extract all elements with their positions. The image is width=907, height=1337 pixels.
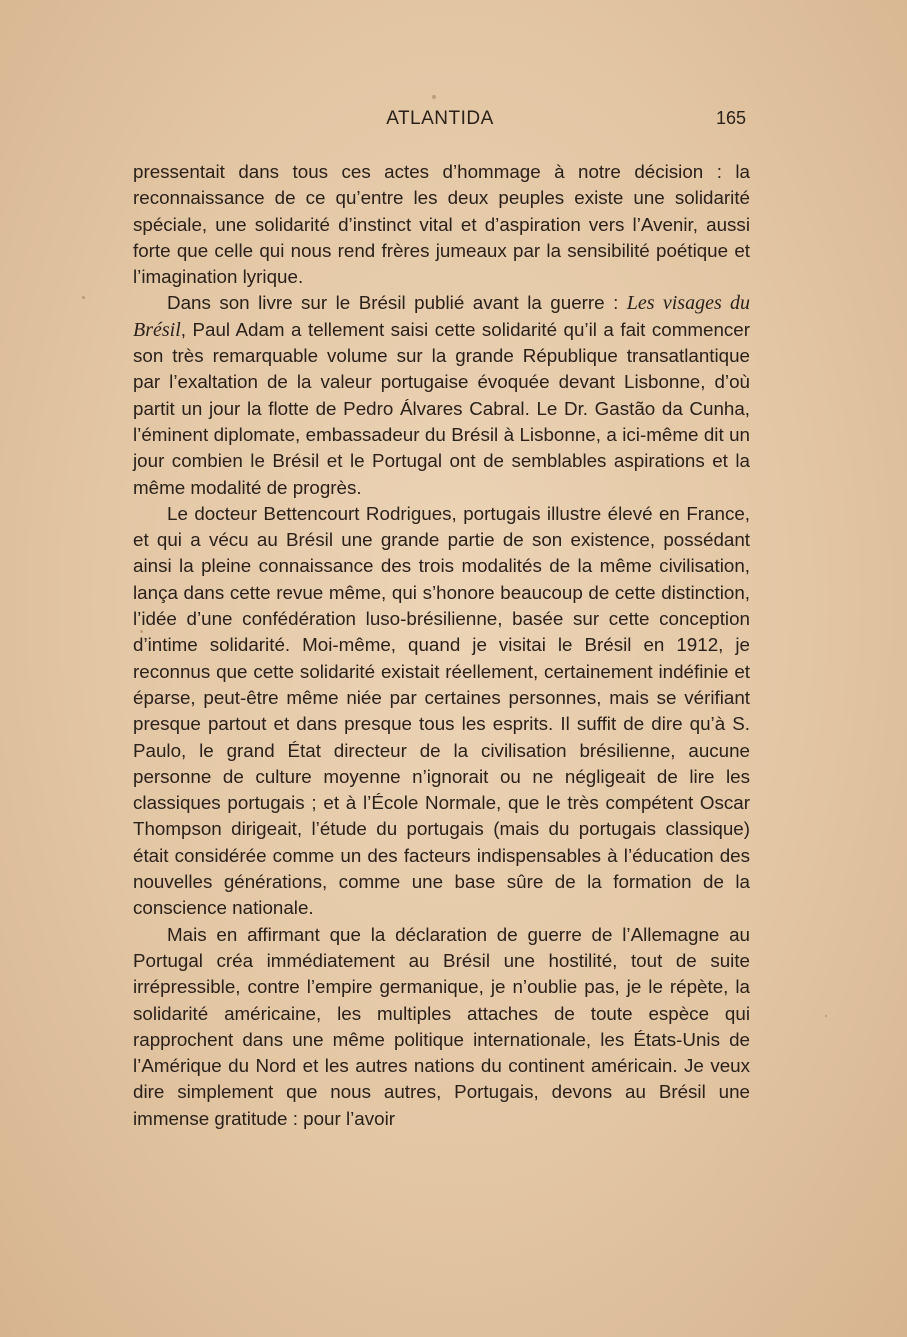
paragraph-4-text: Mais en affirmant que la déclaration de guerre de l’Allemagne au Portugal créa immédiatement au Brésil une hostilité, tout de suite irrépressible, contre l’empire germanique, je n’oublie pas, je le répète, la solidarité américaine, les multiples attaches de toute espèce qui rapprochent dans une même politique internationale, les États-Unis de l’Amérique du Nord et les autres nations du continent américain. Je veux dire simplement que nous autres, Portugais, devons au Brésil une immense gratitude : pour l’avoir xyxy=(133,923,750,1129)
paper-speck xyxy=(825,1015,827,1017)
paragraph-2-text-b: , Paul Adam a tellement saisi cette solidarité qu’il a fait commencer son très remarquable volume sur la grande République transatlantique par l’exaltation de la valeur portugaise évoquée devant Lisbonne, d’où partit un jour la flotte de Pedro Álvares Cabral. Le Dr. Gastão da Cunha, l’éminent diplomate, embassadeur du Brésil à Lisbonne, a ici-même dit un jour combien le Brésil et le Portugal ont de semblables aspirations et la même modalité de progrès. xyxy=(133,318,750,498)
paragraph-4 xyxy=(133,922,750,1132)
paragraph-3 xyxy=(133,501,750,922)
paper-speck xyxy=(432,95,436,99)
paragraph-3-text: Le docteur Bettencourt Rodrigues, portugais illustre élevé en France, et qui a vécu au Brésil une grande partie de son existence, possédant ainsi la pleine connaissance des trois modalités de la même civilisation, lança dans cette revue même, qui s’honore beaucoup de cette distinction, l’idée d’une confédération luso-brésilienne, basée sur cette conception d’intime solidarité. Moi-même, quand je visitai le Brésil en 1912, je reconnus que cette solidarité existait réellement, certainement indéfinie et éparse, peut-être même niée par certaines personnes, mais se vérifiant presque partout et dans presque tous les esprits. Il suffit de dire qu’à S. Paulo, le grand État directeur de la civilisation brésilienne, aucune personne de culture moyenne n’ignorait ou ne négligeait de lire les classiques portugais ; et à l’École Normale, que le très compétent Oscar Thompson dirigeait, l’étude du portugais (mais du portugais classique) était considérée comme un des facteurs indispensables à l’éducation des nouvelles générations, comme une base sûre de la formation de la conscience nationale. xyxy=(133,502,750,919)
paragraph-2-text-a: Dans son livre sur le Brésil publié avant la guerre : xyxy=(167,292,627,314)
body-text xyxy=(133,159,750,1132)
book-title-italic: Les visages du Brésil xyxy=(133,292,750,341)
paragraph-1 xyxy=(133,159,750,290)
running-head xyxy=(130,108,750,138)
paragraph-1-text: pressentait dans tous ces actes d’hommage à notre décision : la reconnaissance de ce qu’entre les deux peuples existe une solidarité spéciale, une solidarité d’instinct vital et d’aspiration vers l’Avenir, aussi forte que celle qui nous rend frères jumeaux par la sensibilité poétique et l’imagination lyrique. xyxy=(133,161,750,288)
paragraph-2 xyxy=(133,290,750,500)
paper-speck xyxy=(140,630,143,633)
page-number: 165 xyxy=(715,108,746,128)
paper-speck xyxy=(82,296,85,299)
running-title: ATLANTIDA xyxy=(386,108,494,129)
